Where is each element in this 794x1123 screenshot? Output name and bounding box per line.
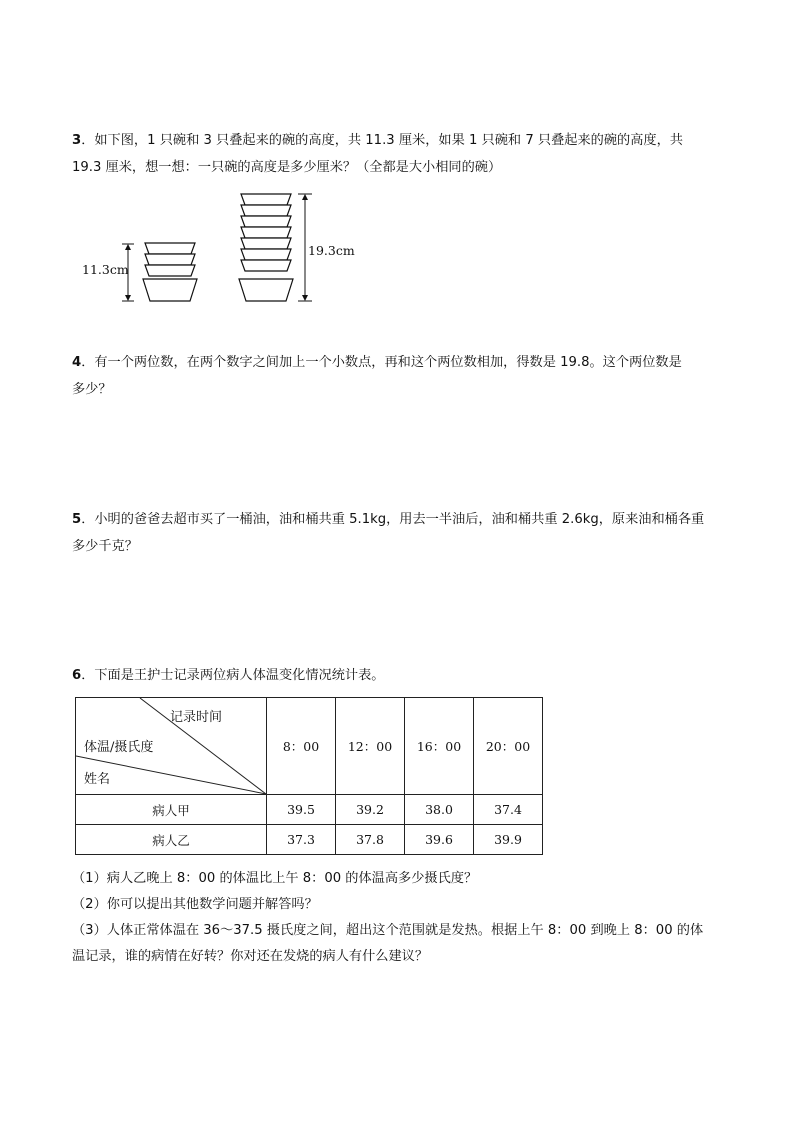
question-4-number: 4 <box>72 355 82 370</box>
header-time-2: 16：00 <box>405 698 474 795</box>
temperature-cell: 37.3 <box>267 825 336 855</box>
temperature-cell: 39.6 <box>405 825 474 855</box>
right-bowl-stack <box>239 194 293 301</box>
header-time-3: 20：00 <box>474 698 543 795</box>
table-diagonal-header <box>76 698 267 795</box>
temperature-cell: 37.8 <box>336 825 405 855</box>
question-5 <box>72 506 732 560</box>
bowl <box>241 194 291 205</box>
temperature-cell: 38.0 <box>405 795 474 825</box>
bowl <box>241 205 291 216</box>
bowl <box>241 216 291 227</box>
left-bowl-stack <box>143 243 197 301</box>
temperature-cell: 37.4 <box>474 795 543 825</box>
right-height-label: 19.3cm <box>308 243 355 258</box>
temperature-table <box>75 697 543 855</box>
question-3-number: 3 <box>72 133 82 148</box>
bowl <box>241 238 291 249</box>
bowl <box>145 243 195 254</box>
question-4-text-1: ．有一个两位数，在两个数字之间加上一个小数点，再和这个两位数相加，得数是 19.8。这个两位数是 <box>81 355 682 370</box>
header-time-1: 12：00 <box>336 698 405 795</box>
question-5-number: 5 <box>72 512 82 527</box>
temperature-cell: 39.5 <box>267 795 336 825</box>
question-4-line-1 <box>72 349 732 376</box>
question-3-line-1 <box>72 127 732 154</box>
left-height-label: 11.3cm <box>82 262 129 277</box>
temperature-cell: 39.2 <box>336 795 405 825</box>
table-row <box>76 825 543 855</box>
question-6-intro-text: ．下面是王护士记录两位病人体温变化情况统计表。 <box>81 668 385 683</box>
question-5-line-1 <box>72 506 732 533</box>
bowl <box>241 227 291 238</box>
sub-question-3-line-2: 温记录，谁的病情在好转？你对还在发烧的病人有什么建议？ <box>72 949 429 964</box>
question-5-text-1: ．小明的爸爸去超市买了一桶油，油和桶共重 5.1kg，用去一半油后，油和桶共重 2.6kg，原来油和桶各重 <box>81 512 705 527</box>
question-3-text-1: ．如下图，1 只碗和 3 只叠起来的碗的高度，共 11.3 厘米，如果 1 只碗和 7 只叠起来的碗的高度，共 <box>81 133 683 148</box>
sub-question-3-line-1: （3）人体正常体温在 36～37.5 摄氏度之间，超出这个范围就是发热。根据上午 8：00 到晚上 8：00 的体 <box>72 923 704 938</box>
question-5-line-2: 多少千克？ <box>72 539 138 554</box>
patient-name: 病人乙 <box>76 825 267 855</box>
bowl <box>143 279 197 301</box>
bowl <box>145 254 195 265</box>
question-3-line-2: 19.3 厘米，想一想：一只碗的高度是多少厘米？（全都是大小相同的碗） <box>72 160 502 175</box>
question-4 <box>72 349 732 403</box>
question-6 <box>72 662 732 689</box>
question-4-line-2: 多少？ <box>72 382 112 397</box>
header-temperature: 体温/摄氏度 <box>84 740 154 755</box>
header-record-time: 记录时间 <box>170 710 223 725</box>
bowl-stack-figure <box>72 186 392 308</box>
patient-name: 病人甲 <box>76 795 267 825</box>
sub-question-2: （2）你可以提出其他数学问题并解答吗？ <box>72 897 318 912</box>
bowl <box>241 249 291 260</box>
question-6-intro <box>72 662 732 689</box>
header-name: 姓名 <box>84 772 111 787</box>
sub-question-3 <box>72 918 732 970</box>
bowl <box>239 279 293 301</box>
bowl <box>241 260 291 271</box>
sub-question-1: （1）病人乙晚上 8：00 的体温比上午 8：00 的体温高多少摄氏度？ <box>72 871 478 886</box>
header-time-0: 8：00 <box>267 698 336 795</box>
table-row <box>76 795 543 825</box>
bowl <box>145 265 195 276</box>
question-3 <box>72 127 732 181</box>
question-6-number: 6 <box>72 668 82 683</box>
temperature-cell: 39.9 <box>474 825 543 855</box>
